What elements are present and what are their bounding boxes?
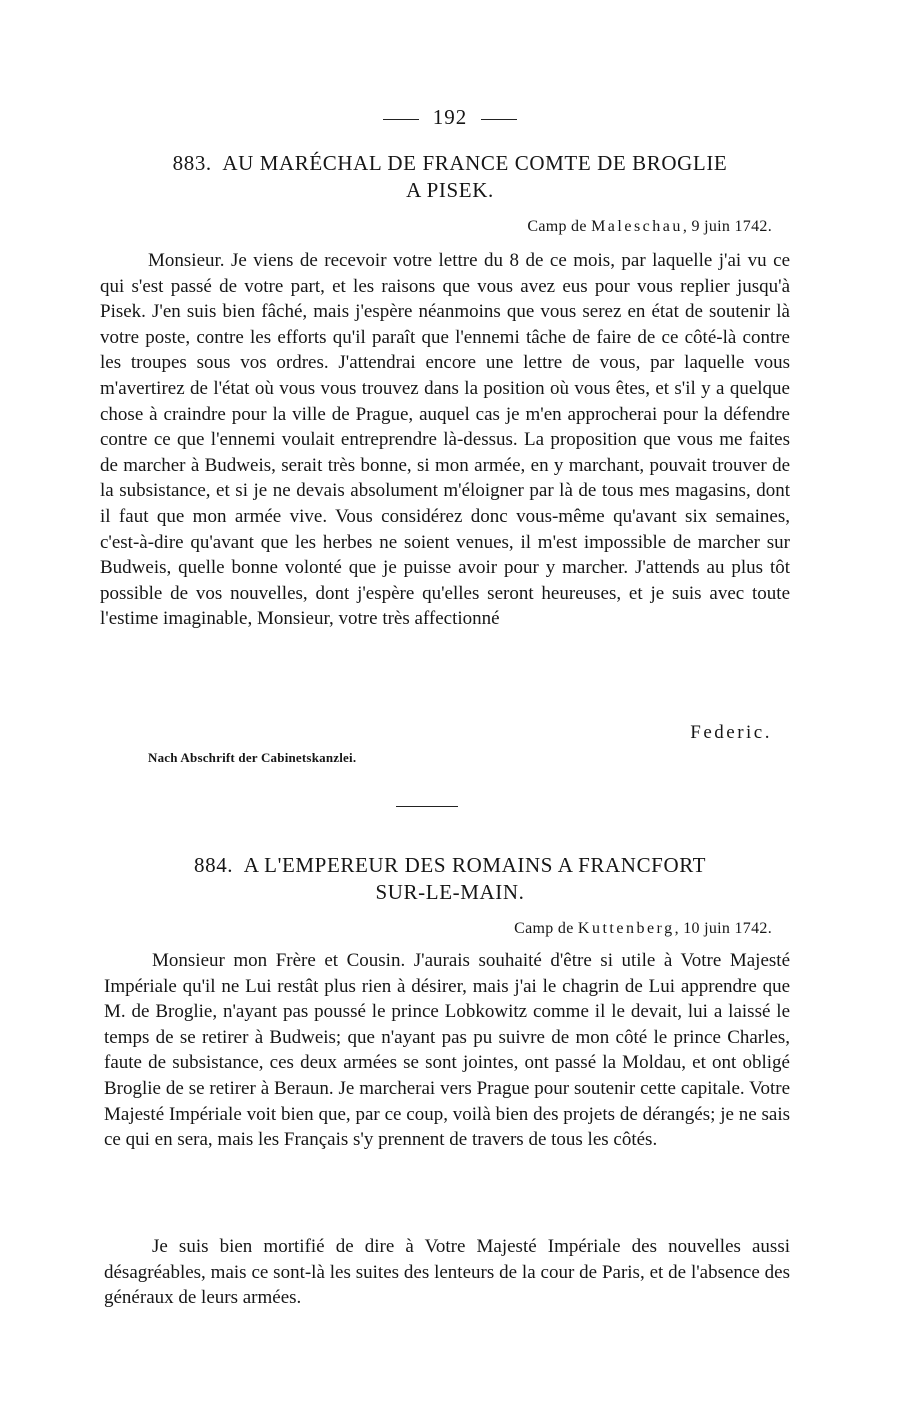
letter-884-addressee: A L'EMPEREUR DES ROMAINS A FRANCFORT xyxy=(243,853,706,877)
section-separator xyxy=(396,806,458,807)
page-number xyxy=(0,105,900,130)
letter-884-dateline: Camp de Kuttenberg, 10 juin 1742. xyxy=(514,920,772,937)
letter-884-heading-line1 xyxy=(110,852,790,879)
page-number-value: 192 xyxy=(432,105,468,129)
letter-883-number: 883. xyxy=(172,151,212,175)
letter-884-paragraph-2: Je suis bien mortifié de dire à Votre Majesté Impériale des nouvelles aussi désagréables, mais ce sont-là les suites des lenteurs de la cour de Paris, et de l'absence des généraux de leurs armées. xyxy=(104,1236,790,1309)
letter-883-place: Maleschau xyxy=(591,218,683,235)
page-number-left-rule xyxy=(383,119,419,120)
letter-884-date-prefix: Camp de xyxy=(514,920,574,937)
letter-883-signature: Federic. xyxy=(690,722,772,743)
letter-883-date-prefix: Camp de xyxy=(527,218,587,235)
letter-884-heading xyxy=(110,852,790,906)
letter-884-heading-line2: SUR-LE-MAIN. xyxy=(375,880,525,904)
letter-883-heading-line2: A PISEK. xyxy=(406,178,494,202)
letter-883-date: 9 juin 1742. xyxy=(691,218,772,235)
letter-884-date: 10 juin 1742. xyxy=(683,920,772,937)
letter-883-body: Monsieur. Je viens de recevoir votre lettre du 8 de ce mois, par laquelle j'ai vu ce qui s'est passé de votre part, et les raisons que vous avez eus pour vous replier jusqu'à Pisek. J'en suis bien fâché, mais j'espère néanmoins que vous serez en état de soutenir là votre poste, contre les efforts qu'il paraît que l'ennemi tâche de faire de ce côté-là contre les troupes sous vos ordres. J'attendrai encore une lettre de vous, par laquelle vous m'avertirez de l'état où vous vous trouvez dans la position où vous êtes, et s'il y a quelque chose à craindre pour la ville de Prague, auquel cas je m'en approcherai pour la défendre contre ce que l'ennemi voulait entreprendre là-dessus. La proposition que vous me faites de marcher à Budweis, serait très bonne, si mon armée, en y marchant, pouvait trouver de la subsistance, et si je ne devais absolument m'éloigner par là de tous mes magasins, dont il faut que mon armée vive. Vous considérez donc vous-même qu'avant six semaines, c'est-à-dire qu'avant que les herbes ne soient venues, il m'est impossible de marcher sur Budweis, quelle bonne volonté que je puisse avoir pour y marcher. J'attends au plus tôt possible de vos nouvelles, dont j'espère qu'elles seront heureuses, et je suis avec toute l'estime imaginable, Monsieur, votre très affectionné xyxy=(100,250,790,630)
page-number-right-rule xyxy=(481,119,517,120)
letter-884-paragraph-1: Monsieur mon Frère et Cousin. J'aurais souhaité d'être si utile à Votre Majesté Impériale qu'il ne Lui restât plus rien à désirer, mais j'ai le chagrin de Lui apprendre que M. de Broglie, n'ayant pas poussé le prince Lobkowitz comme il le devait, lui a laissé le temps de se retirer à Budweis; que n'ayant pas pu suivre de mon côté le prince Charles, faute de subsistance, ces deux armées se sont jointes, ont passé la Moldau, et ont obligé Broglie de se retirer à Beraun. Je marcherai vers Prague pour soutenir cette capitale. Votre Majesté Impériale voit bien que, par ce coup, voilà bien des projets de dérangés; je ne sais ce qui en sera, mais les Français s'y prennent de travers de tous les côtés. xyxy=(104,950,790,1151)
letter-883-dateline: Camp de Maleschau, 9 juin 1742. xyxy=(527,218,772,235)
letter-884-place: Kuttenberg xyxy=(577,920,675,937)
letter-884-number: 884. xyxy=(194,853,234,877)
letter-883-addressee: AU MARÉCHAL DE FRANCE COMTE DE BROGLIE xyxy=(222,151,728,175)
letter-883-heading-line1 xyxy=(110,150,790,177)
letter-883-heading xyxy=(110,150,790,204)
letter-883-source-note: Nach Abschrift der Cabinetskanzlei. xyxy=(148,750,357,765)
